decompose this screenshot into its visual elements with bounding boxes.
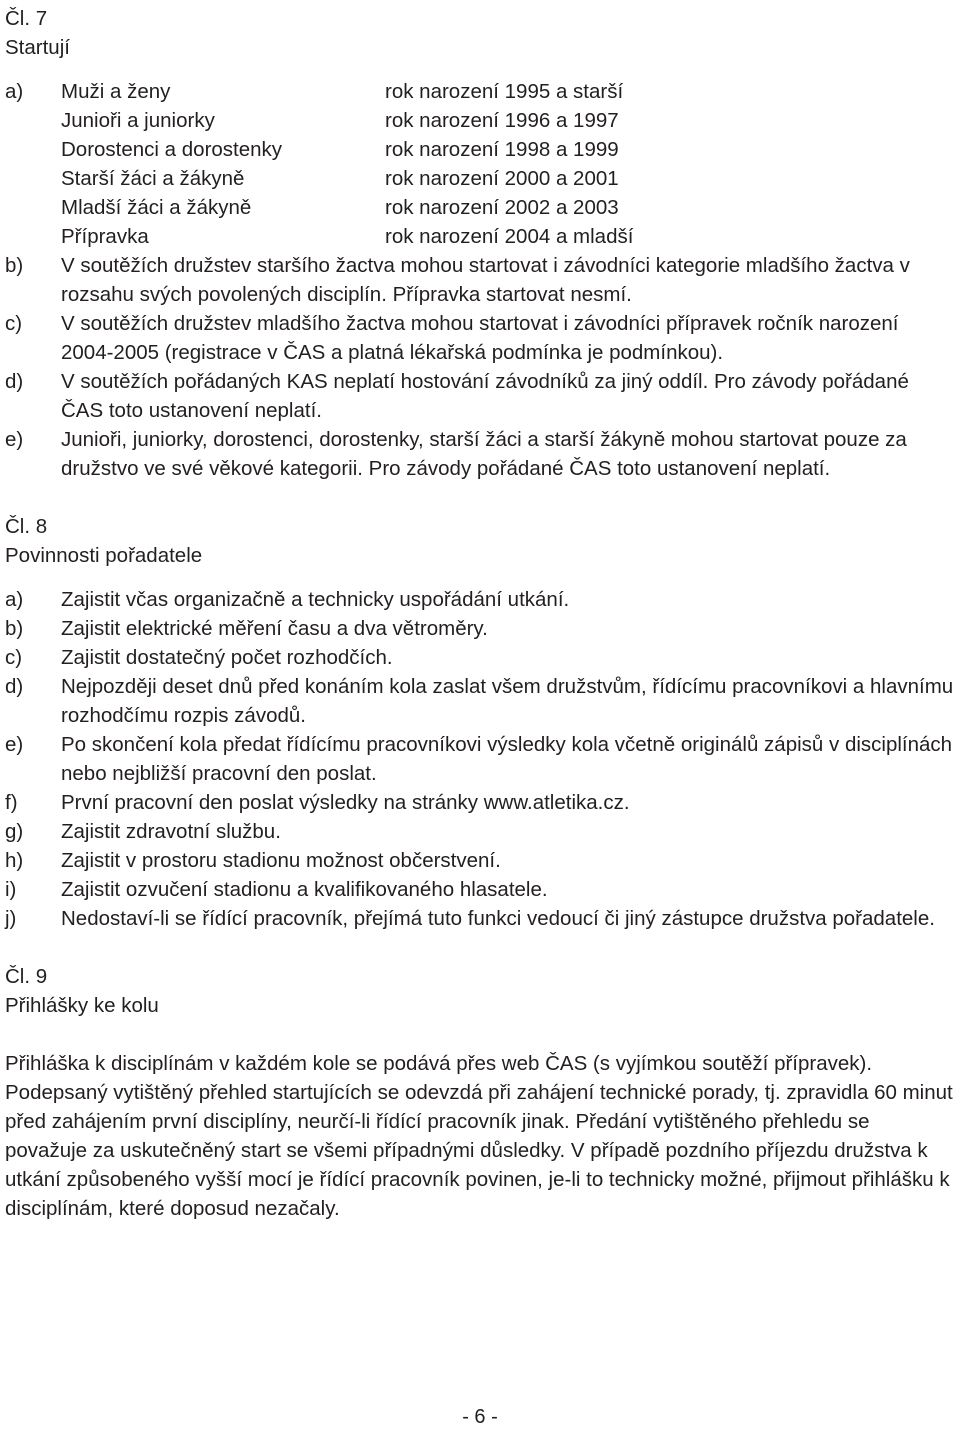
item-text: Po skončení kola předat řídícímu pracovníkovi výsledky kola včetně originálů zápisů v disciplínách nebo nejbližší pracovní den poslat. (61, 733, 953, 785)
item-letter: d) (5, 675, 24, 698)
item-letter: a) (5, 588, 24, 611)
item-text: V soutěžích družstev staršího žactva mohou startovat i závodníci kategorie mladšího žactva v rozsahu svých povolených disciplín. Přípravka startovat nesmí. (61, 254, 910, 306)
article-8-item-a (5, 585, 955, 614)
category-years: rok narození 1998 a 1999 (385, 138, 619, 161)
item-letter: i) (5, 878, 17, 901)
item-text: Zajistit zdravotní službu. (61, 820, 281, 843)
article-7-item-d (5, 367, 955, 425)
category-row (61, 135, 955, 164)
category-list (61, 77, 955, 251)
category-name: Junioři a juniorky (61, 109, 215, 132)
category-row (61, 77, 955, 106)
category-name: Starší žáci a žákyně (61, 167, 245, 190)
category-row (61, 222, 955, 251)
article-7-heading (5, 4, 955, 62)
category-years: rok narození 2000 a 2001 (385, 167, 619, 190)
article-9-number: Čl. 9 (5, 965, 48, 988)
item-text: Zajistit ozvučení stadionu a kvalifikovaného hlasatele. (61, 878, 548, 901)
item-letter: e) (5, 428, 24, 451)
category-name: Dorostenci a dorostenky (61, 138, 283, 161)
page-number: - 6 - (462, 1406, 498, 1428)
article-7-item-a (5, 77, 955, 251)
article-7-item-c (5, 309, 955, 367)
article-8-item-j (5, 904, 955, 933)
category-row (61, 106, 955, 135)
category-years: rok narození 1995 a starší (385, 80, 624, 103)
item-text: Zajistit elektrické měření času a dva větroměry. (61, 617, 488, 640)
category-name: Mladší žáci a žákyně (61, 196, 252, 219)
category-years: rok narození 2002 a 2003 (385, 196, 619, 219)
item-letter: b) (5, 254, 24, 277)
article-8-number: Čl. 8 (5, 515, 48, 538)
category-years: rok narození 2004 a mladší (385, 225, 634, 248)
item-letter: b) (5, 617, 24, 640)
item-text: Nejpozději deset dnů před konáním kola zaslat všem družstvům, řídícímu pracovníkovi a hlavnímu rozhodčímu rozpis závodů. (61, 675, 954, 727)
item-letter: c) (5, 646, 23, 669)
article-8-title: Povinnosti pořadatele (5, 544, 203, 567)
item-letter: j) (5, 907, 17, 930)
category-years: rok narození 1996 a 1997 (385, 109, 619, 132)
article-9-title: Přihlášky ke kolu (5, 994, 159, 1017)
article-8-item-d (5, 672, 955, 730)
item-text: V soutěžích družstev mladšího žactva mohou startovat i závodníci přípravek ročník narození 2004-2005 (registrace v ČAS a platná lékařská podmínka je podmínkou). (61, 312, 899, 364)
item-text: Junioři, juniorky, dorostenci, dorostenky, starší žáci a starší žákyně mohou startovat pouze za družstvo ve své věkové kategorii. Pro závody pořádané ČAS toto ustanovení neplatí. (61, 428, 907, 480)
document-page (5, 4, 955, 1223)
article-8-item-c (5, 643, 955, 672)
article-7-item-b (5, 251, 955, 309)
article-8-item-b (5, 614, 955, 643)
item-text: První pracovní den poslat výsledky na stránky www.atletika.cz. (61, 791, 630, 814)
item-text: Zajistit včas organizačně a technicky uspořádání utkání. (61, 588, 570, 611)
item-text: Zajistit v prostoru stadionu možnost občerstvení. (61, 849, 501, 872)
item-letter: e) (5, 733, 24, 756)
article-7-title: Startují (5, 36, 70, 59)
category-row (61, 164, 955, 193)
item-letter: d) (5, 370, 24, 393)
item-letter: a) (5, 80, 24, 103)
article-9-heading (5, 962, 955, 1020)
article-7-number: Čl. 7 (5, 7, 48, 30)
article-9-paragraph: Přihláška k disciplínám v každém kole se podává přes web ČAS (s vyjímkou soutěží přípravek). Podepsaný vytištěný přehled startujících se odevzdá při zahájení technické porady, tj. zpravidla 60 minut před zahájením první disciplíny, neurčí-li řídící pracovník jinak. Předání vytištěného přehledu se považuje za uskutečněný start se všemi případnými důsledky. V případě pozdního příjezdu družstva k utkání způsobeného vyšší mocí je řídící pracovník povinen, je-li to technicky možné, přijmout přihlášku k disciplínám, které doposud nezačaly. (5, 1052, 953, 1220)
item-letter: c) (5, 312, 23, 335)
item-letter: h) (5, 849, 24, 872)
item-letter: g) (5, 820, 24, 843)
category-name: Muži a ženy (61, 80, 171, 103)
category-row (61, 193, 955, 222)
article-8-item-f (5, 788, 955, 817)
item-text: Zajistit dostatečný počet rozhodčích. (61, 646, 393, 669)
item-text: V soutěžích pořádaných KAS neplatí hostování závodníků za jiný oddíl. Pro závody pořádané ČAS toto ustanovení neplatí. (61, 370, 909, 422)
item-text: Nedostaví-li se řídící pracovník, přejímá tuto funkci vedoucí či jiný zástupce družstva pořadatele. (61, 907, 935, 930)
article-8-item-g (5, 817, 955, 846)
article-8-item-h (5, 846, 955, 875)
item-letter: f) (5, 791, 18, 814)
category-name: Přípravka (61, 225, 149, 248)
article-8-item-i (5, 875, 955, 904)
article-7-item-e (5, 425, 955, 483)
article-8-item-e (5, 730, 955, 788)
article-8-heading (5, 512, 955, 570)
